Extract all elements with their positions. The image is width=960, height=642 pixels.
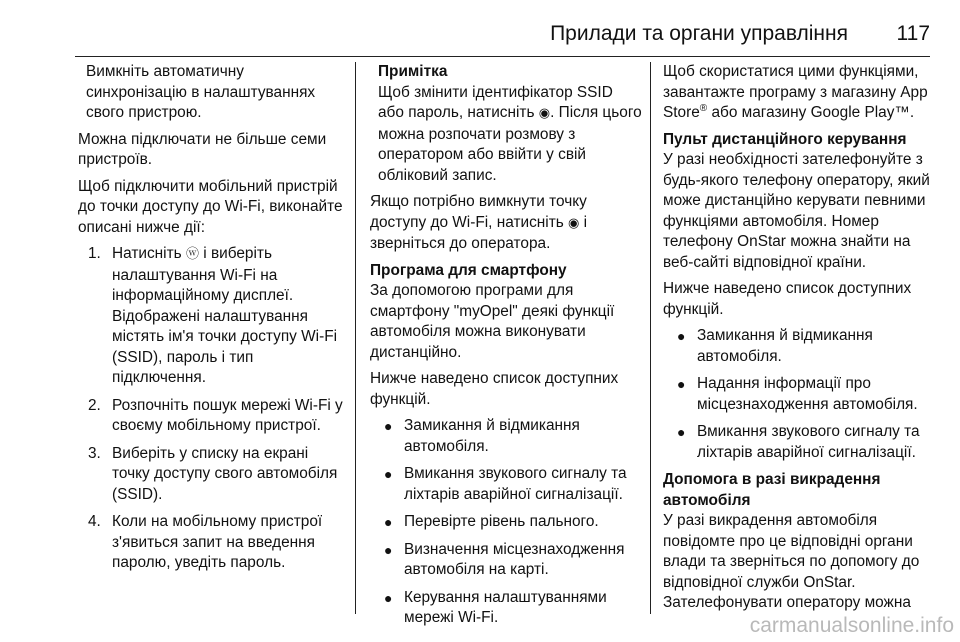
step-item: 3. Виберіть у списку на екрані точку доступу свого автомобіля (SSID). — [88, 444, 338, 503]
list-item: ● Замикання й відмикання автомобіля. — [384, 417, 580, 455]
list-item: ● Вмикання звукового сигналу та ліхтарів аварійної сигналізації. — [384, 465, 627, 503]
note-block: Примітка Щоб змінити ідентифікатор SSID або пароль, натисніть ◉. Після цього можна розпочати розмову з оператором або ввійти у свій обліковий запис. — [378, 63, 642, 184]
page-title: Прилади та органи управління — [550, 22, 848, 45]
column-left — [78, 62, 348, 581]
intro-paragraph: Вимкніть автоматичну синхронізацію в налаштуваннях свого пристрою. — [86, 63, 316, 121]
column-divider-left — [355, 62, 356, 614]
step-item: 4. Коли на мобільному пристрої з'явиться запит на введення паролю, уведіть пароль. — [88, 513, 323, 571]
onstar-button-icon: ◉ — [568, 215, 580, 231]
theft-section: Допомога в разі викрадення автомобіля У разі викрадення автомобіля повідомте про це відповідні органи влади та зверніться по допомогу до відповідної служби OnStar. Зателефонувати оператору можна — [663, 470, 933, 614]
app-functions-list — [370, 416, 642, 629]
list-item: ● Вмикання звукового сигналу та ліхтарів аварійної сигналізації. — [677, 423, 920, 461]
connect-instructions-paragraph: Щоб підключити мобільний пристрій до точки доступу до Wi-Fi, виконайте описані нижче дії: — [78, 177, 343, 236]
remote-functions-list — [663, 326, 933, 463]
functions-intro: Нижче наведено список доступних функцій. — [370, 370, 619, 408]
page-header — [0, 0, 960, 60]
wifi-icon: ⓦ — [185, 247, 199, 262]
onstar-button-icon: ◉ — [538, 106, 551, 121]
note-heading: Примітка — [378, 63, 448, 80]
disable-hotspot-paragraph: Якщо потрібно вимкнути точку доступу до Wi-Fi, натисніть ◉ і зверніться до оператора. — [370, 193, 588, 252]
watermark: carmanualsonline.info — [749, 614, 954, 637]
list-item: ● Надання інформації про місцезнаходження автомобіля. — [677, 375, 918, 413]
step-item: 2. Розпочніть пошук мережі Wi-Fi у своєму мобільному пристрої. — [88, 396, 343, 434]
column-middle — [370, 62, 642, 636]
column-right — [663, 62, 933, 620]
app-section: Програма для смартфону За допомогою програми для смартфону "myOpel" деякі функції автомобіля можна виконувати дистанційно. — [370, 261, 642, 364]
list-item: ● Керування налаштуваннями мережі Wi-Fi. — [384, 588, 607, 626]
remote-section: Пульт дистанційного керування У разі необхідності зателефонуйте з будь-якого телефону оператору, який може дистанційно керувати певними функціями автомобіля. Номер телефону OnStar можна знайти на веб-сайті відповідної країни. — [663, 130, 933, 274]
list-item: ● Перевірте рівень пального. — [384, 513, 599, 530]
list-item: ● Замикання й відмикання автомобіля. — [677, 327, 873, 365]
app-download-paragraph: Щоб скористатися цими функціями, завантажте програму з магазину App Store® або магазину Google Play™. — [663, 63, 928, 121]
theft-heading: Допомога в разі викрадення автомобіля — [663, 471, 881, 509]
list-item: ● Визначення місцезнаходження автомобіля на карті. — [384, 540, 625, 578]
header-rule — [75, 56, 930, 57]
page-number: 117 — [896, 22, 930, 45]
connect-steps-list — [78, 244, 348, 574]
remote-heading: Пульт дистанційного керування — [663, 130, 907, 148]
device-limit-paragraph: Можна підключати не більше семи пристроїв. — [78, 130, 327, 168]
column-divider-right — [650, 62, 651, 614]
functions-intro: Нижче наведено список доступних функцій. — [663, 280, 912, 318]
app-heading: Програма для смартфону — [370, 261, 567, 279]
step-item: 1. Натисніть ⓦ і виберіть налаштування Wi-Fi на інформаційному дисплеї. Відображені налаштування містять ім'я точки доступу Wi-Fi (SSID), пароль і тип підключення. — [88, 245, 338, 386]
